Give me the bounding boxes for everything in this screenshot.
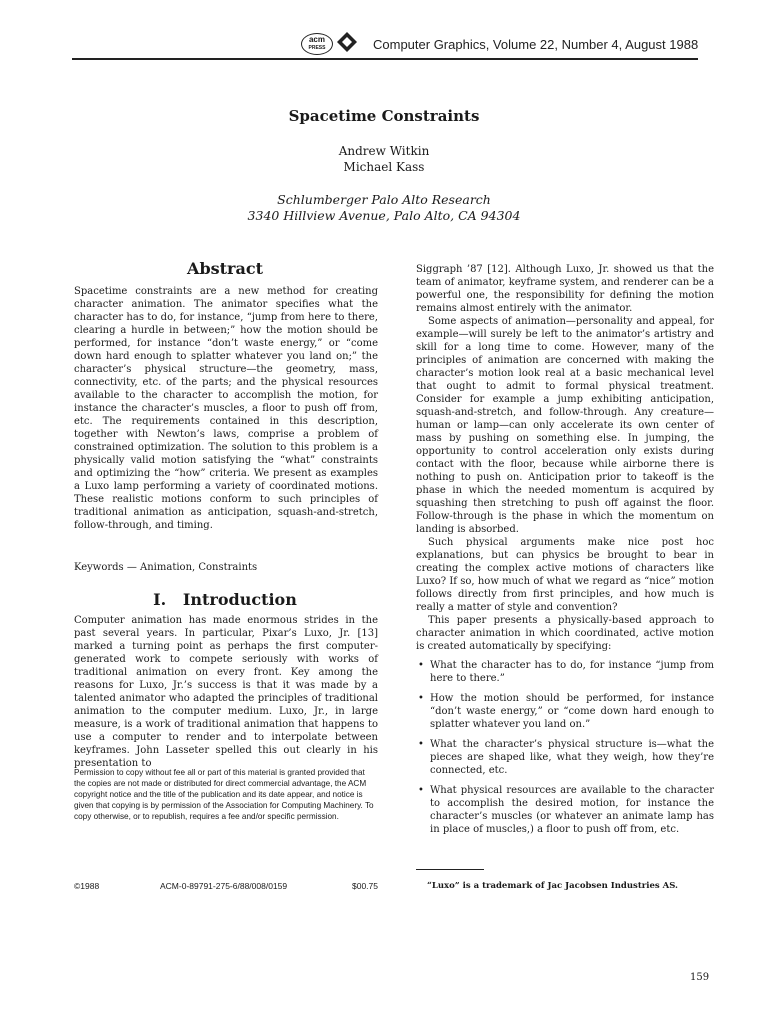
list-item <box>416 659 714 685</box>
list-item-text: What the character has to do, for instance “jump from here to there.” <box>430 660 714 684</box>
footnote-rule <box>416 869 484 870</box>
price: $00.75 <box>352 881 378 891</box>
acm-logo <box>301 33 333 55</box>
right-column-text <box>416 263 714 843</box>
list-item-text: What the character’s physical structure is—what the pieces are shaped like, what they weigh, how they’re connected, etc. <box>430 739 714 776</box>
list-item <box>416 784 714 836</box>
list-item-text: What physical resources are available to the character to accomplish the desired motion, for instance the character’s muscles (or whatever an animate lamp has in place of muscles,) a floor to push off from, etc. <box>430 785 714 835</box>
list-item <box>416 692 714 731</box>
abstract-heading: Abstract <box>187 259 263 278</box>
list-item-text: How the motion should be performed, for instance “don’t waste energy,” or “come down hard enough to splatter whatever you land on.” <box>430 693 714 730</box>
author-2: Michael Kass <box>343 160 425 174</box>
acm-number: ACM-0-89791-275-6/88/008/0159 <box>160 881 288 891</box>
journal-header: Computer Graphics, Volume 22, Number 4, August 1988 <box>373 37 699 52</box>
bullet-icon: • <box>418 693 424 704</box>
right-paragraph-3: Such physical arguments make nice post hoc explanations, but can physics be brought to bear in creating the complex active motions of characters like Luxo? If so, how much of what we regard as “nice” motion follows directly from first principles, and how much is really a matter of style and convention? <box>416 537 714 613</box>
affiliation-line-1: Schlumberger Palo Alto Research <box>277 192 491 207</box>
permission-notice: Permission to copy without fee all or part of this material is granted provided that the copies are not made or distributed for direct commercial advantage, the ACM copyright notice and the title of the publication and its date appear, and notice is given that copying is by permission of the Association for Computing Machinery. To copy otherwise, or to republish, requires a fee and/or specific permission. <box>74 768 374 821</box>
acm-logo-text: acm <box>308 35 325 44</box>
introduction-heading-number: I. <box>153 590 167 609</box>
affiliation-line-2: 3340 Hillview Avenue, Palo Alto, CA 94304 <box>247 208 521 223</box>
footnote: “Luxo” is a trademark of Jac Jacobsen Industries AS. <box>427 881 679 891</box>
right-paragraph-4: This paper presents a physically-based approach to character animation in which coordinated, active motion is created automatically by specifying: <box>416 615 714 652</box>
bullet-icon: • <box>418 785 424 796</box>
paper-title: Spacetime Constraints <box>288 107 480 125</box>
specification-list <box>416 659 714 836</box>
header-rule <box>72 58 698 60</box>
author-1: Andrew Witkin <box>338 144 430 158</box>
keywords: Keywords — Animation, Constraints <box>74 562 258 573</box>
siggraph-logo-icon <box>336 31 358 53</box>
bullet-icon: • <box>418 660 424 671</box>
page-number: 159 <box>690 972 710 983</box>
right-paragraph-1: Siggraph ’87 [12]. Although Luxo, Jr. showed us that the team of animator, keyframe system, and renderer can be a powerful one, the responsibility for defining the motion remains almost entirely with the animator. <box>416 264 714 314</box>
copyright: ©1988 <box>74 881 100 891</box>
abstract-paragraph: Spacetime constraints are a new method for creating character animation. The animator specifies what the character has to do, for instance, “jump from here to there, clearing a hurdle in between;” how the motion should be performed, for instance “don’t waste energy,” or “come down hard enough to splatter whatever you land on;” the character’s physical structure—the geometry, mass, connectivity, etc. of the parts; and the physical resources available to the character to accomplish the motion, for instance the character’s muscles, a floor to push off from, etc. The requirements contained in this description, together with Newton’s laws, comprise a problem of constrained optimization. The solution to this problem is a physically valid motion satisfying the “what” constraints and optimizing the “how” criteria. We present as examples a Luxo lamp performing a variety of coordinated motions. These realistic motions conform to such principles of traditional animation as anticipation, squash-and-stretch, follow-through, and timing. <box>74 286 378 531</box>
acm-logo-sub: PRESS <box>308 45 326 51</box>
right-paragraph-2: Some aspects of animation—personality and appeal, for example—will surely be left to the animator’s artistry and skill for a long time to come. However, many of the principles of animation are concerned with making the character’s motion look real at a basic mechanical level that ought to admit to formal physical treatment. Consider for example a jump exhibiting anticipation, squash-and-stretch, and follow-through. Any creature—human or lamp—can only accelerate its own center of mass by pushing on something else. In jumping, the opportunity to control acceleration only exists during contact with the floor, because while airborne there is nothing to push on. Anticipation prior to takeoff is the phase in which the needed momentum is acquired by squashing then stretching to push off against the floor. Follow-through is the phase in which the momentum on landing is absorbed. <box>416 316 714 535</box>
abstract-text <box>74 285 378 532</box>
introduction-heading-text: Introduction <box>182 590 297 609</box>
introduction-heading <box>72 590 378 609</box>
introduction-text <box>74 614 378 770</box>
bullet-icon: • <box>418 739 424 750</box>
introduction-paragraph: Computer animation has made enormous strides in the past several years. In particular, Pixar’s Luxo, Jr. [13] marked a turning point as perhaps the first computer-generated work to compete seriously with works of traditional animation on every front. Key among the reasons for Luxo, Jr.’s success is that it was made by a talented animator who adapted the principles of traditional animation to the computer medium. Luxo, Jr., in large measure, is a work of traditional animation that happens to use a computer to render and to interpolate between keyframes. John Lasseter spelled this out clearly in his presentation to <box>74 615 378 769</box>
list-item <box>416 738 714 777</box>
